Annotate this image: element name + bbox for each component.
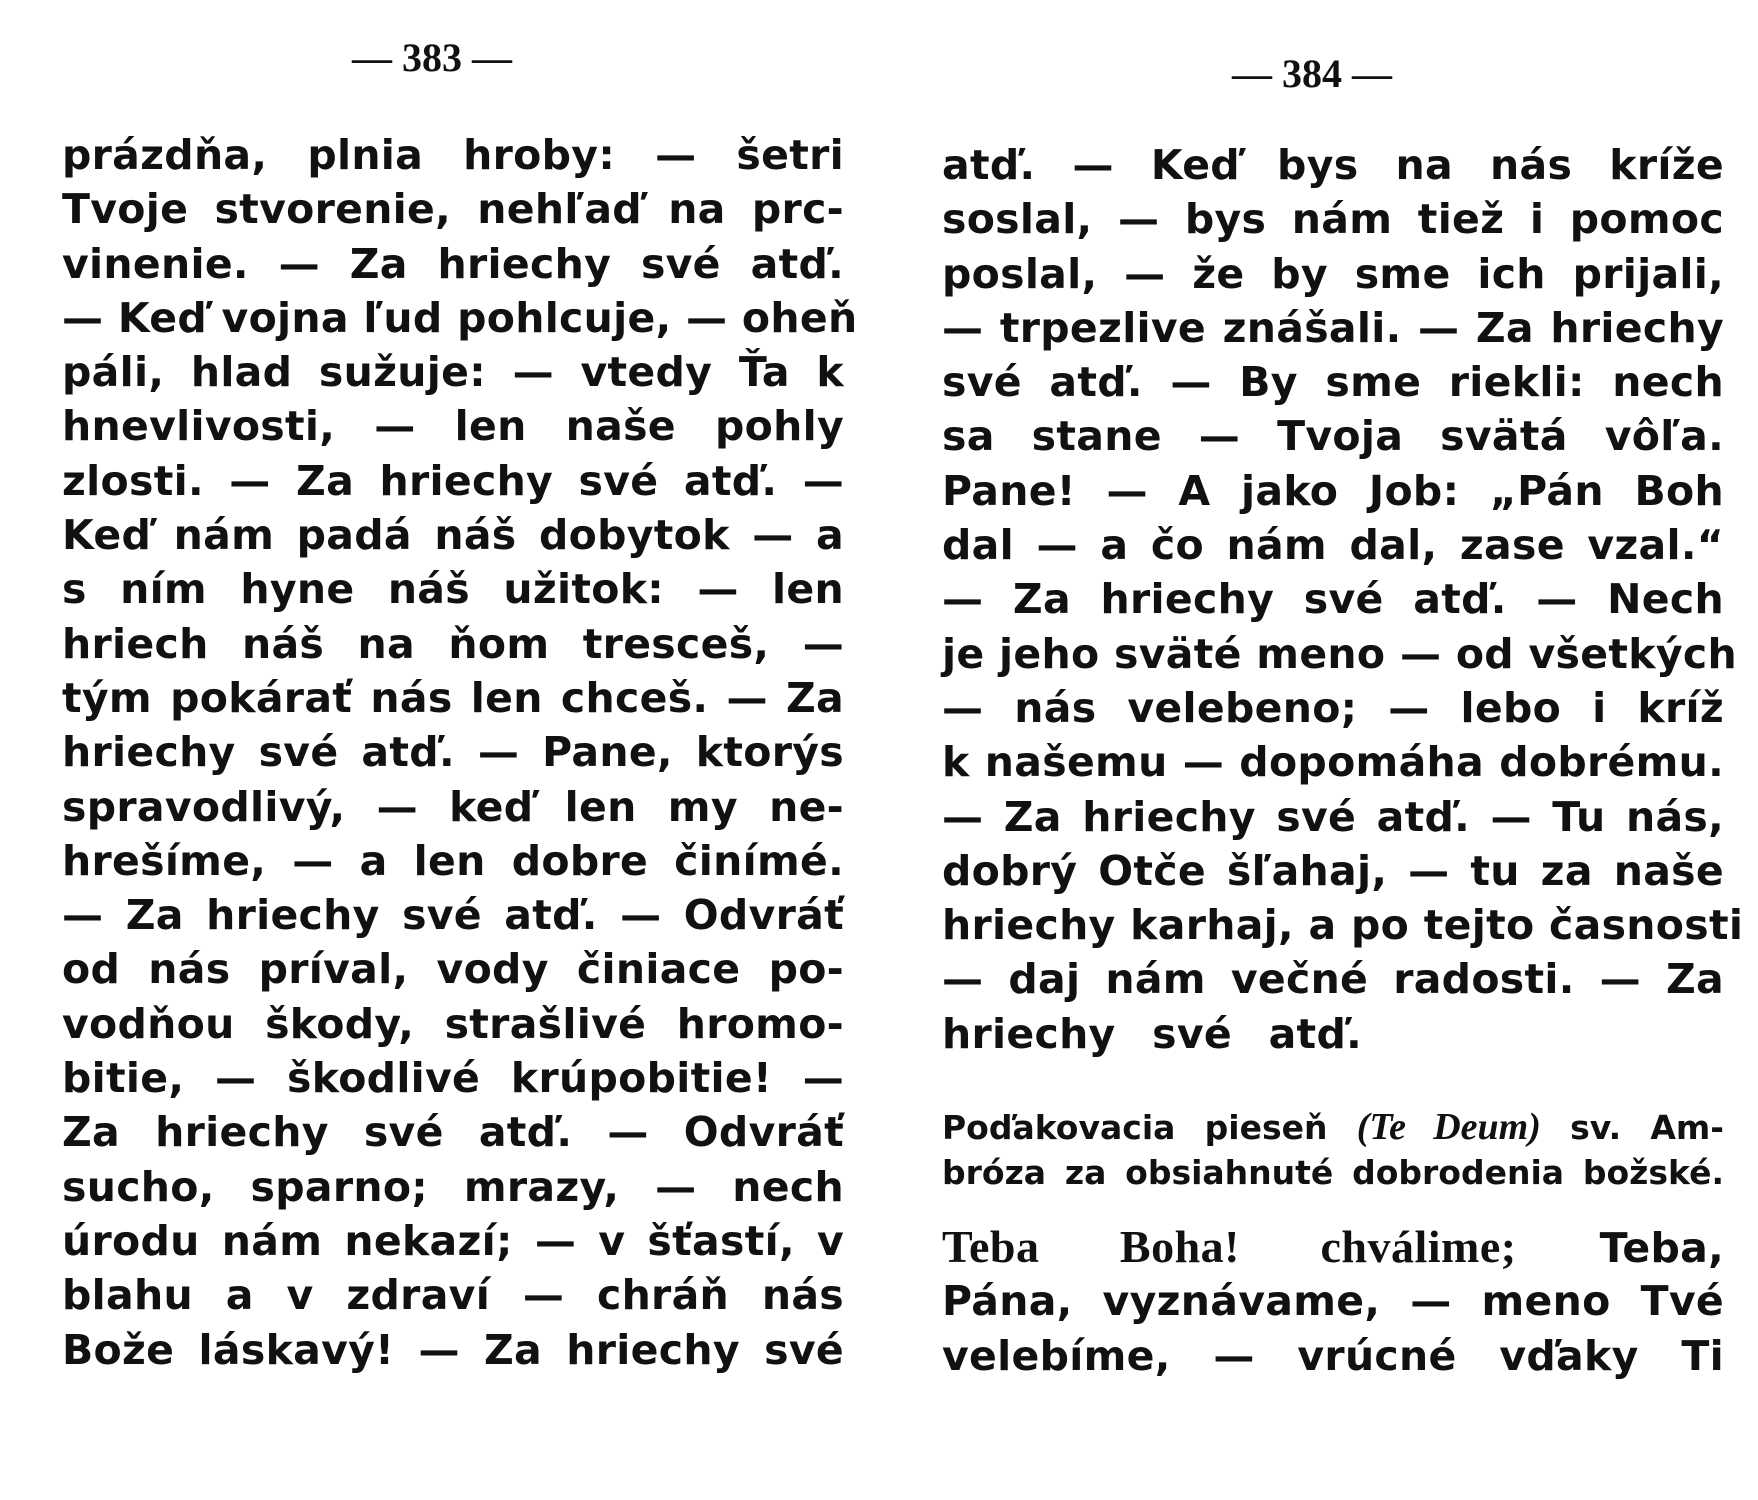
text-line: vinenie. — Za hriechy své atď. (62, 239, 844, 288)
text-line: hriech náš na ňom tresceš, — (62, 619, 844, 668)
hymn-text-rest: Teba, (1516, 1224, 1725, 1272)
caption-line (942, 1104, 1724, 1150)
hymn-lead: Teba Boha! chválime; (942, 1221, 1517, 1272)
text-line: Keď nám padá náš dobytok — a (62, 511, 844, 560)
text-line: Tvoje stvorenie, nehľaď na prc- (62, 185, 844, 234)
text-line: — Keď vojna ľud pohlcuje, — oheň (62, 293, 858, 342)
text-line: poslal, — že by sme ich prijali, (942, 249, 1724, 298)
text-line: — nás velebeno; — lebo i kríž (942, 683, 1724, 732)
text-line: bitie, — škodlivé krúpobitie! — (62, 1054, 844, 1103)
caption-title-italic: (Te Deum) (1356, 1106, 1541, 1148)
text-line: páli, hlad sužuje: — vtedy Ťa k (62, 348, 844, 397)
text-line: od nás príval, vody činiace po- (62, 945, 844, 994)
text-line: Bože láskavý! — Za hriechy své (62, 1325, 844, 1374)
text-line: Pána, vyznávame, — meno Tvé (942, 1277, 1724, 1326)
text-line: velebíme, — vrúcné vďaky Ti (942, 1331, 1724, 1380)
hymn-text (942, 1220, 1724, 1383)
text-line: — trpezlive znášali. — Za hriechy (942, 303, 1724, 352)
text-line: — Za hriechy své atď. — Odvráť (62, 891, 844, 940)
text-line: hrešíme, — a len dobre činímé. (62, 836, 844, 885)
text-line: soslal, — bys nám tiež i pomoc (942, 195, 1724, 244)
text-line: zlosti. — Za hriechy své atď. — (62, 456, 844, 505)
text-line: dal — a čo nám dal, zase vzal.“ (942, 521, 1724, 570)
text-line: dobrý Otče šľahaj, — tu za naše (942, 846, 1724, 895)
text-line: hriechy své atď. (942, 1009, 1362, 1058)
text-line: je jeho sväté meno — od všetkých (942, 629, 1737, 678)
text-line: Za hriechy své atď. — Odvráť (62, 1108, 844, 1157)
text-line: vodňou škody, strašlivé hromo- (62, 999, 844, 1048)
body-text (942, 138, 1744, 1061)
page-number: — 383 — (352, 35, 512, 80)
text-line: Pane! — A jako Job: „Pán Boh (942, 466, 1724, 515)
text-line: — daj nám večné radosti. — Za (942, 955, 1724, 1004)
text-line: hnevlivosti, — len naše pohly (62, 402, 844, 451)
text-line: — Za hriechy své atď. — Tu nás, (942, 792, 1724, 841)
caption-line: bróza za obsiahnuté dobrodenia božské. (942, 1153, 1724, 1192)
text-line: své atď. — By sme riekli: nech (942, 358, 1724, 407)
text-line: — Za hriechy své atď. — Nech (942, 575, 1724, 624)
hymn-first-line (942, 1220, 1724, 1274)
text-line: s ním hyne náš užitok: — len (62, 565, 844, 614)
body-text (62, 128, 858, 1377)
text-line: prázdňa, plnia hroby: — šetri (62, 131, 844, 179)
text-line: atď. — Keď bys na nás kríže (942, 141, 1724, 189)
text-line: hriechy své atď. — Pane, ktorýs (62, 728, 844, 777)
text-line: spravodlivý, — keď len my ne- (62, 782, 844, 831)
page-number: — 384 — (1232, 51, 1392, 96)
caption-text: Poďakovacia pieseň (942, 1108, 1357, 1147)
text-line: sa stane — Tvoja svätá vôľa. (942, 412, 1724, 461)
text-line: hriechy karhaj, a po tejto časnosti (942, 901, 1744, 950)
text-line: k našemu — dopomáha dobrému. (942, 738, 1724, 787)
caption-text: sv. Am- (1540, 1108, 1724, 1147)
hymn-caption (942, 1104, 1724, 1196)
text-line: blahu a v zdraví — chráň nás (62, 1271, 844, 1320)
text-line: úrodu nám nekazí; — v šťastí, v (62, 1216, 844, 1265)
text-line: sucho, sparno; mrazy, — nech (62, 1162, 844, 1211)
text-line: tým pokárať nás len chceš. — Za (62, 673, 844, 722)
